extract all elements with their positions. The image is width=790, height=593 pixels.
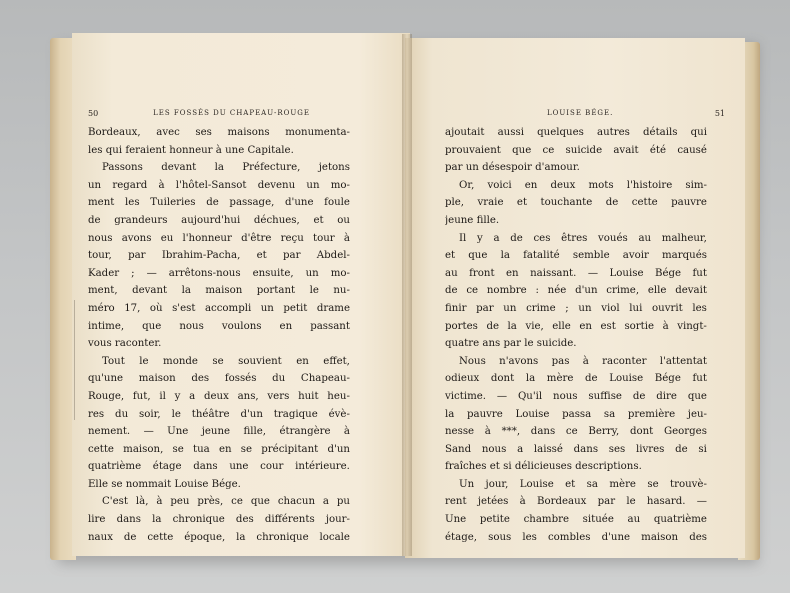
text-line: victime. — Qu'il nous suffise de dire que — [445, 390, 707, 402]
text-line: Sand nous a laissé dans ses livres de si — [445, 443, 707, 455]
book-gutter — [402, 34, 412, 556]
text-line: Or, voici en deux mots l'histoire sim- — [459, 179, 707, 191]
text-line: nesse à ***, dans ce Berry, dont Georges — [445, 426, 707, 438]
text-line: ple, vraie et touchante de cette pauvre — [445, 197, 707, 209]
text-line: quatrième étage dans une cour intérieure. — [88, 461, 350, 473]
text-line: Kader ; — arrêtons-nous ensuite, un mo- — [88, 267, 350, 279]
text-line: Il y a de ces êtres voués au malheur, — [459, 232, 707, 244]
text-line: C'est là, à peu près, ce que chacun a pu — [102, 496, 350, 508]
text-line: méro 17, où s'est accompli un petit drame — [88, 302, 350, 314]
text-line: au front en naissant. — Louise Bége fut — [445, 267, 707, 279]
right-running-head — [547, 109, 725, 118]
left-running-head — [88, 109, 350, 118]
text-line: quatre ans par le suicide. — [445, 338, 577, 350]
text-line: de grandeurs aujourd'hui déchues, et ou — [88, 214, 350, 226]
text-line: portes de la vie, elle en est sortie à vingt- — [445, 320, 707, 332]
text-line: Elle se nommait Louise Bége. — [88, 478, 241, 490]
right-running-head-title: LOUISE BÉGE. — [547, 109, 614, 117]
text-line: nement. — Une jeune fille, étrangère à — [88, 426, 350, 438]
text-line: un regard à l'hôtel-Sansot devenu un mo- — [88, 179, 350, 191]
text-line: ment, devant la maison portant le nu- — [88, 285, 350, 297]
text-line: res du soir, le théâtre d'un tragique évè- — [88, 408, 350, 420]
right-page-text — [445, 124, 707, 546]
right-page-number: 51 — [714, 109, 725, 118]
text-line: Passons devant la Préfecture, jetons — [102, 162, 350, 174]
text-line: la pauvre Louise passa sa première jeu- — [445, 408, 707, 420]
text-line: et que la fatalité semble avoir marqués — [445, 250, 707, 262]
text-line: cette maison, se tua en se précipitant d'un — [88, 443, 350, 455]
text-line: Un jour, Louise et sa mère se trouvè- — [459, 478, 707, 490]
text-line: vous raconter. — [88, 338, 162, 350]
left-running-head-title: LES FOSSÉS DU CHAPEAU-ROUGE — [153, 109, 310, 117]
text-line: jeune fille. — [445, 214, 500, 226]
left-page-text — [88, 124, 350, 546]
text-line: Bordeaux, avec ses maisons monumenta- — [88, 127, 350, 138]
text-line: Rouge, fut, il y a deux ans, vers huit heu- — [88, 390, 350, 402]
text-line: ment les Tuileries de passage, d'une foule — [88, 197, 350, 209]
text-line: Une petite chambre située au quatrième — [445, 514, 707, 526]
margin-crease — [74, 300, 75, 420]
text-line: naux de cette époque, la chronique locale — [88, 531, 350, 543]
text-line: de ce nombre : née d'un crime, elle devait — [445, 285, 707, 297]
text-line: intime, que nous voulons en passant — [88, 320, 350, 332]
text-line: tour, par Ibrahim-Pacha, et par Abdel- — [88, 250, 350, 262]
text-line: nous avons eu l'honneur d'être reçu tour à — [88, 232, 350, 244]
text-line: odieux dont la mère de Louise Bége fut — [445, 373, 707, 385]
text-line: qu'une maison des fossés du Chapeau- — [88, 373, 350, 385]
text-line: ajoutait aussi quelques autres détails qui — [445, 127, 707, 138]
text-line: Nous n'avons pas à raconter l'attentat — [459, 355, 707, 367]
text-line: finir par un crime ; un viol lui ouvrit les — [445, 302, 707, 314]
text-line: étage, sous les combles d'une maison des — [445, 531, 707, 543]
text-line: prouvaient que ce suicide avait été causé — [445, 144, 707, 156]
text-line: fraîches et si délicieuses descriptions. — [445, 461, 642, 473]
text-line: Tout le monde se souvient en effet, — [102, 355, 350, 367]
text-line: rent jetées à Bordeaux par le hasard. — — [445, 496, 707, 508]
text-line: lire dans la chronique des différents jour- — [88, 514, 350, 526]
text-line: par un désespoir d'amour. — [445, 162, 580, 174]
left-page-number: 50 — [88, 109, 99, 118]
text-line: les qui feraient honneur à une Capitale. — [88, 144, 294, 156]
